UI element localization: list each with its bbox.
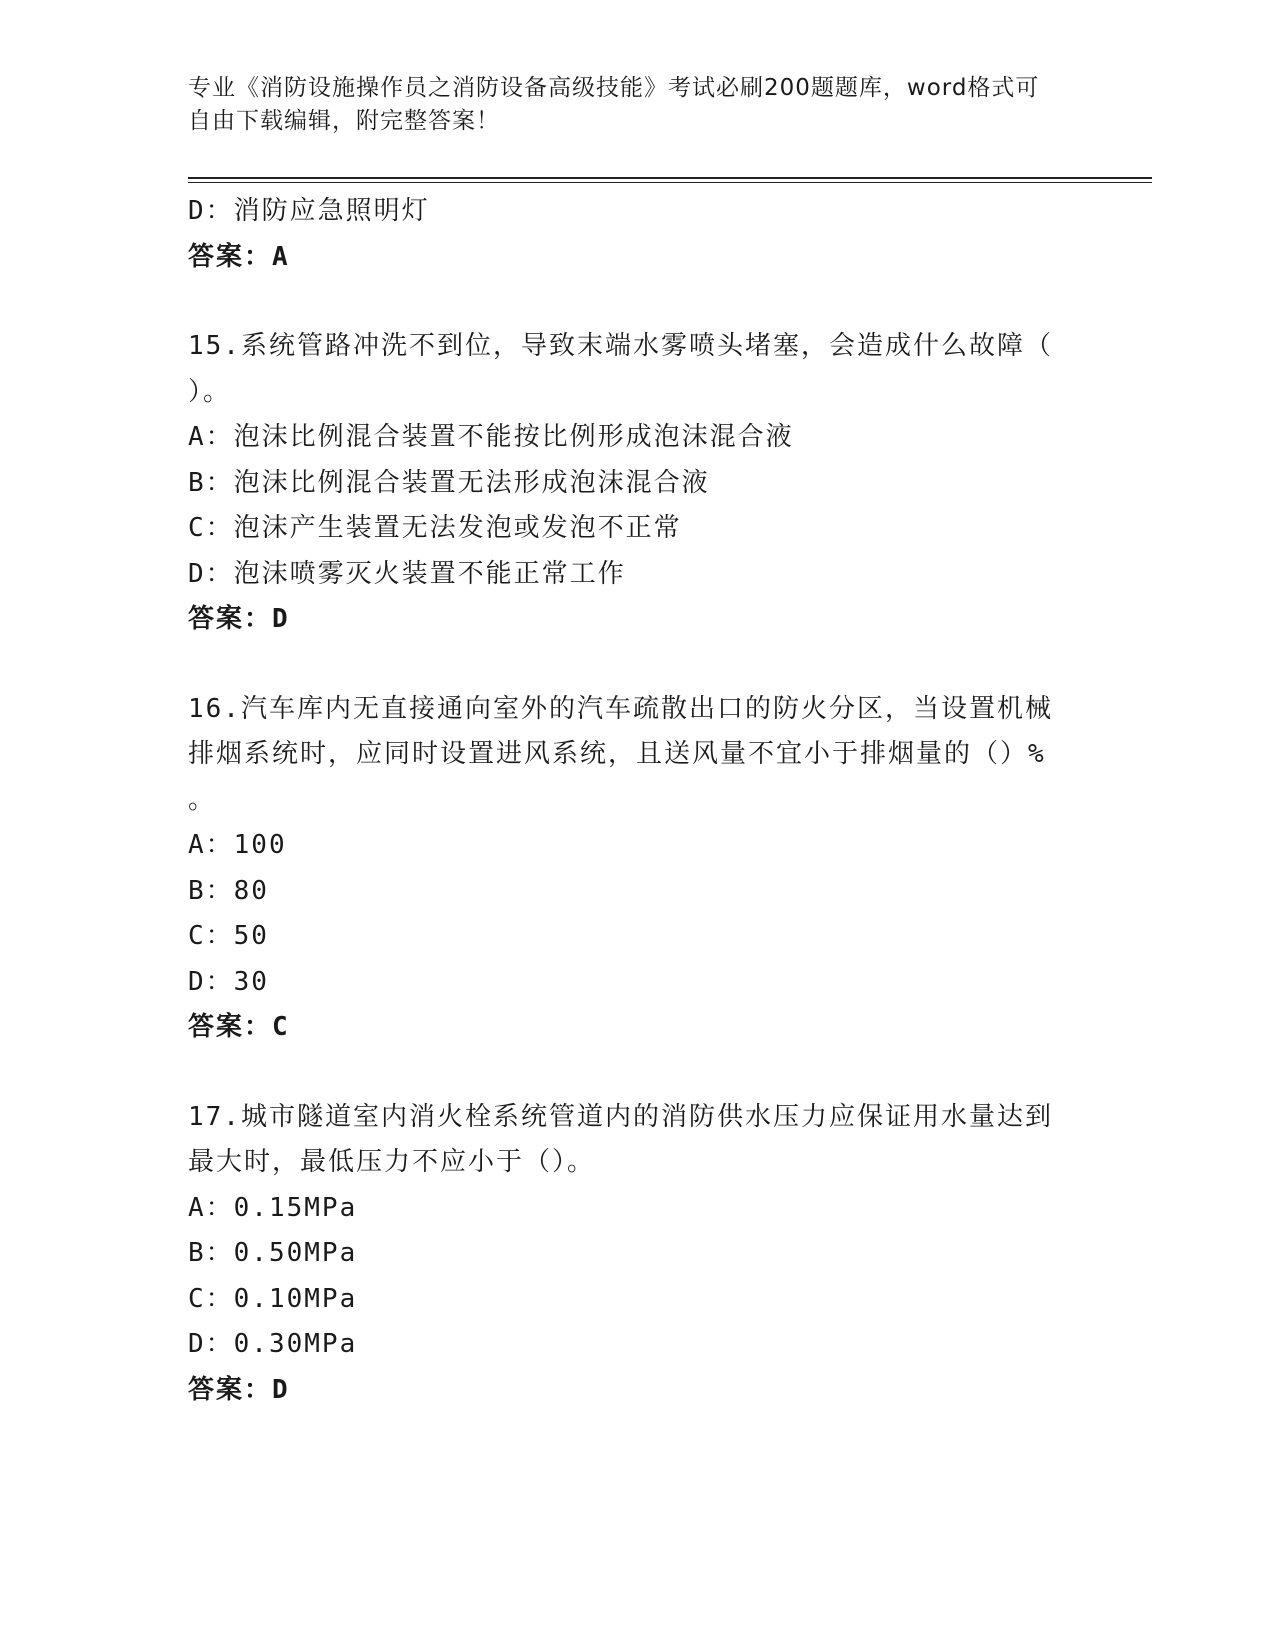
question-15	[188, 324, 1088, 643]
header-title-line-1: 专业《消防设施操作员之消防设备高级技能》考试必刷200题题库，word格式可	[188, 75, 1040, 101]
option-a: A：泡沫比例混合装置不能按比例形成泡沫混合液	[188, 422, 794, 452]
question-16	[188, 687, 1088, 1051]
option-a: A：0.15MPa	[188, 1192, 358, 1223]
answer-line: 答案：A	[188, 241, 290, 272]
answer-line: 答案：C	[188, 1012, 290, 1042]
option-c: C：0.10MPa	[188, 1283, 358, 1314]
question-list	[188, 189, 1088, 1413]
header-divider-thin	[188, 182, 1152, 183]
question-stem-line: 16.汽车库内无直接通向室外的汽车疏散出口的防火分区，当设置机械	[188, 693, 1053, 724]
document-header	[188, 72, 1088, 138]
option-b: B：80	[188, 875, 269, 906]
answer-line: 答案：D	[188, 1374, 290, 1405]
question-stem-line: 15.系统管路冲洗不到位，导致末端水雾喷头堵塞，会造成什么故障（	[188, 331, 1053, 361]
header-divider-thick	[188, 177, 1152, 179]
question-stem-line: 。	[188, 784, 217, 815]
header-title-line-2: 自由下载编辑，附完整答案！	[188, 108, 500, 134]
question-stem-line: 最大时，最低压力不应小于（）。	[188, 1147, 596, 1177]
option-b: B：泡沫比例混合装置无法形成泡沫混合液	[188, 467, 710, 498]
carryover-question	[188, 189, 1088, 280]
option-d: D：泡沫喷雾灭火装置不能正常工作	[188, 558, 626, 589]
option-d: D：30	[188, 966, 269, 997]
question-stem-line: 排烟系统时，应同时设置进风系统，且送风量不宜小于排烟量的（）%	[188, 739, 1046, 769]
question-17	[188, 1095, 1088, 1414]
question-stem-line: 17.城市隧道室内消火栓系统管道内的消防供水压力应保证用水量达到	[188, 1101, 1053, 1132]
spacer	[188, 1051, 1088, 1095]
option-c: C：泡沫产生装置无法发泡或发泡不正常	[188, 513, 682, 543]
answer-line: 答案：D	[188, 604, 290, 634]
option-b: B：0.50MPa	[188, 1238, 358, 1268]
spacer	[188, 280, 1088, 324]
option-d: D：消防应急照明灯	[188, 196, 430, 226]
option-d: D：0.30MPa	[188, 1329, 358, 1359]
spacer	[188, 643, 1088, 687]
option-c: C：50	[188, 921, 269, 951]
question-stem-line: ）。	[188, 376, 232, 407]
option-a: A：100	[188, 830, 287, 860]
